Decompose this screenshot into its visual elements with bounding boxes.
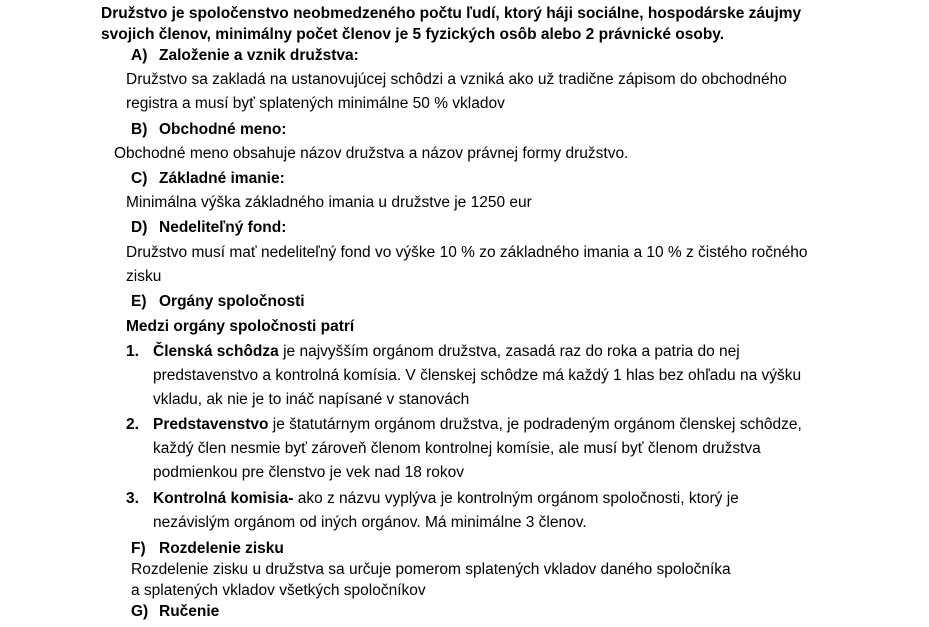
list-item-text: je štatutárnym orgánom družstva, je podradeným orgánom členskej schôdze, <box>268 416 802 433</box>
section-e-letter: E) <box>131 293 147 310</box>
list-item-1-line-2: predstavenstvo a kontrolná komísia. V členskej schôdze má každý 1 hlas bez ohľadu na výšku <box>153 367 802 384</box>
section-e-title: Orgány spoločnosti <box>159 293 305 310</box>
section-c-heading <box>131 169 285 189</box>
list-item-number: 2. <box>126 416 139 433</box>
list-item-term: Členská schôdza <box>153 343 279 360</box>
section-a-heading <box>131 46 359 66</box>
list-item-number: 3. <box>126 490 139 507</box>
list-item-3-line-1 <box>153 489 739 509</box>
section-b-heading <box>131 120 286 140</box>
list-item-2-line-1 <box>153 415 802 435</box>
list-item-1-line-1 <box>153 342 740 362</box>
section-b-title: Obchodné meno: <box>159 121 287 138</box>
section-a-text-2: registra a musí byť splatených minimálne 50 % vkladov <box>126 95 505 112</box>
list-item-number: 1. <box>126 343 139 360</box>
section-e-heading <box>131 292 305 312</box>
section-d-letter: D) <box>131 219 148 236</box>
section-b-letter: B) <box>131 121 148 138</box>
section-g-title: Ručenie <box>159 603 220 620</box>
section-a-letter: A) <box>131 47 148 64</box>
section-g-heading <box>131 602 219 622</box>
list-item-3-line-2: nezávislým orgánom od iných orgánov. Má minimálne 3 členov. <box>153 514 587 531</box>
list-item-term: Kontrolná komisia- <box>153 490 294 507</box>
section-f-text-2: a splatených vkladov všetkých spoločníkov <box>131 582 426 599</box>
section-c-text-1: Minimálna výška základného imania u družstve je 1250 eur <box>126 194 532 211</box>
section-d-text-1: Družstvo musí mať nedeliteľný fond vo výške 10 % zo základného imania a 10 % z čistého ročného <box>126 244 808 261</box>
section-c-letter: C) <box>131 170 148 187</box>
list-item-1-line-3: vkladu, ak nie je to ináč napísané v stanovách <box>153 391 470 408</box>
section-c-title: Základné imanie: <box>159 170 285 187</box>
section-d-heading <box>131 218 286 238</box>
section-e-subtitle: Medzi orgány spoločnosti patrí <box>126 318 355 335</box>
section-f-title: Rozdelenie zisku <box>159 540 284 557</box>
section-a-title: Založenie a vznik družstva: <box>159 47 359 64</box>
list-item-2-line-3: podmienkou pre členstvo je vek nad 18 rokov <box>153 464 465 481</box>
section-d-title: Nedeliteľný fond: <box>159 219 287 236</box>
section-f-letter: F) <box>131 540 146 557</box>
list-item-text: je najvyšším orgánom družstva, zasadá raz do roka a patria do nej <box>278 343 740 360</box>
list-item-term: Predstavenstvo <box>153 416 269 433</box>
intro-line-1: Družstvo je spoločenstvo neobmedzeného počtu ľudí, ktorý háji sociálne, hospodárske záujmy <box>101 5 802 22</box>
section-b-text-1: Obchodné meno obsahuje názov družstva a názov právnej formy družstvo. <box>114 145 629 162</box>
section-a-text-1: Družstvo sa zakladá na ustanovujúcej schôdzi a vzniká ako už tradične zápisom do obchodného <box>126 71 787 88</box>
list-item-text: ako z názvu vyplýva je kontrolným orgánom spoločnosti, ktorý je <box>293 490 739 507</box>
list-item-2-line-2: každý člen nesmie byť zároveň členom kontrolnej komísie, ale musí byť členom družstva <box>153 440 761 457</box>
section-d-text-2: zisku <box>126 268 162 285</box>
section-f-text-1: Rozdelenie zisku u družstva sa určuje pomerom splatených vkladov daného spoločníka <box>131 561 731 578</box>
intro-line-2: svojich členov, minimálny počet členov je 5 fyzických osôb alebo 2 právnické osoby. <box>101 26 725 43</box>
section-g-letter: G) <box>131 603 149 620</box>
section-f-heading <box>131 539 284 559</box>
